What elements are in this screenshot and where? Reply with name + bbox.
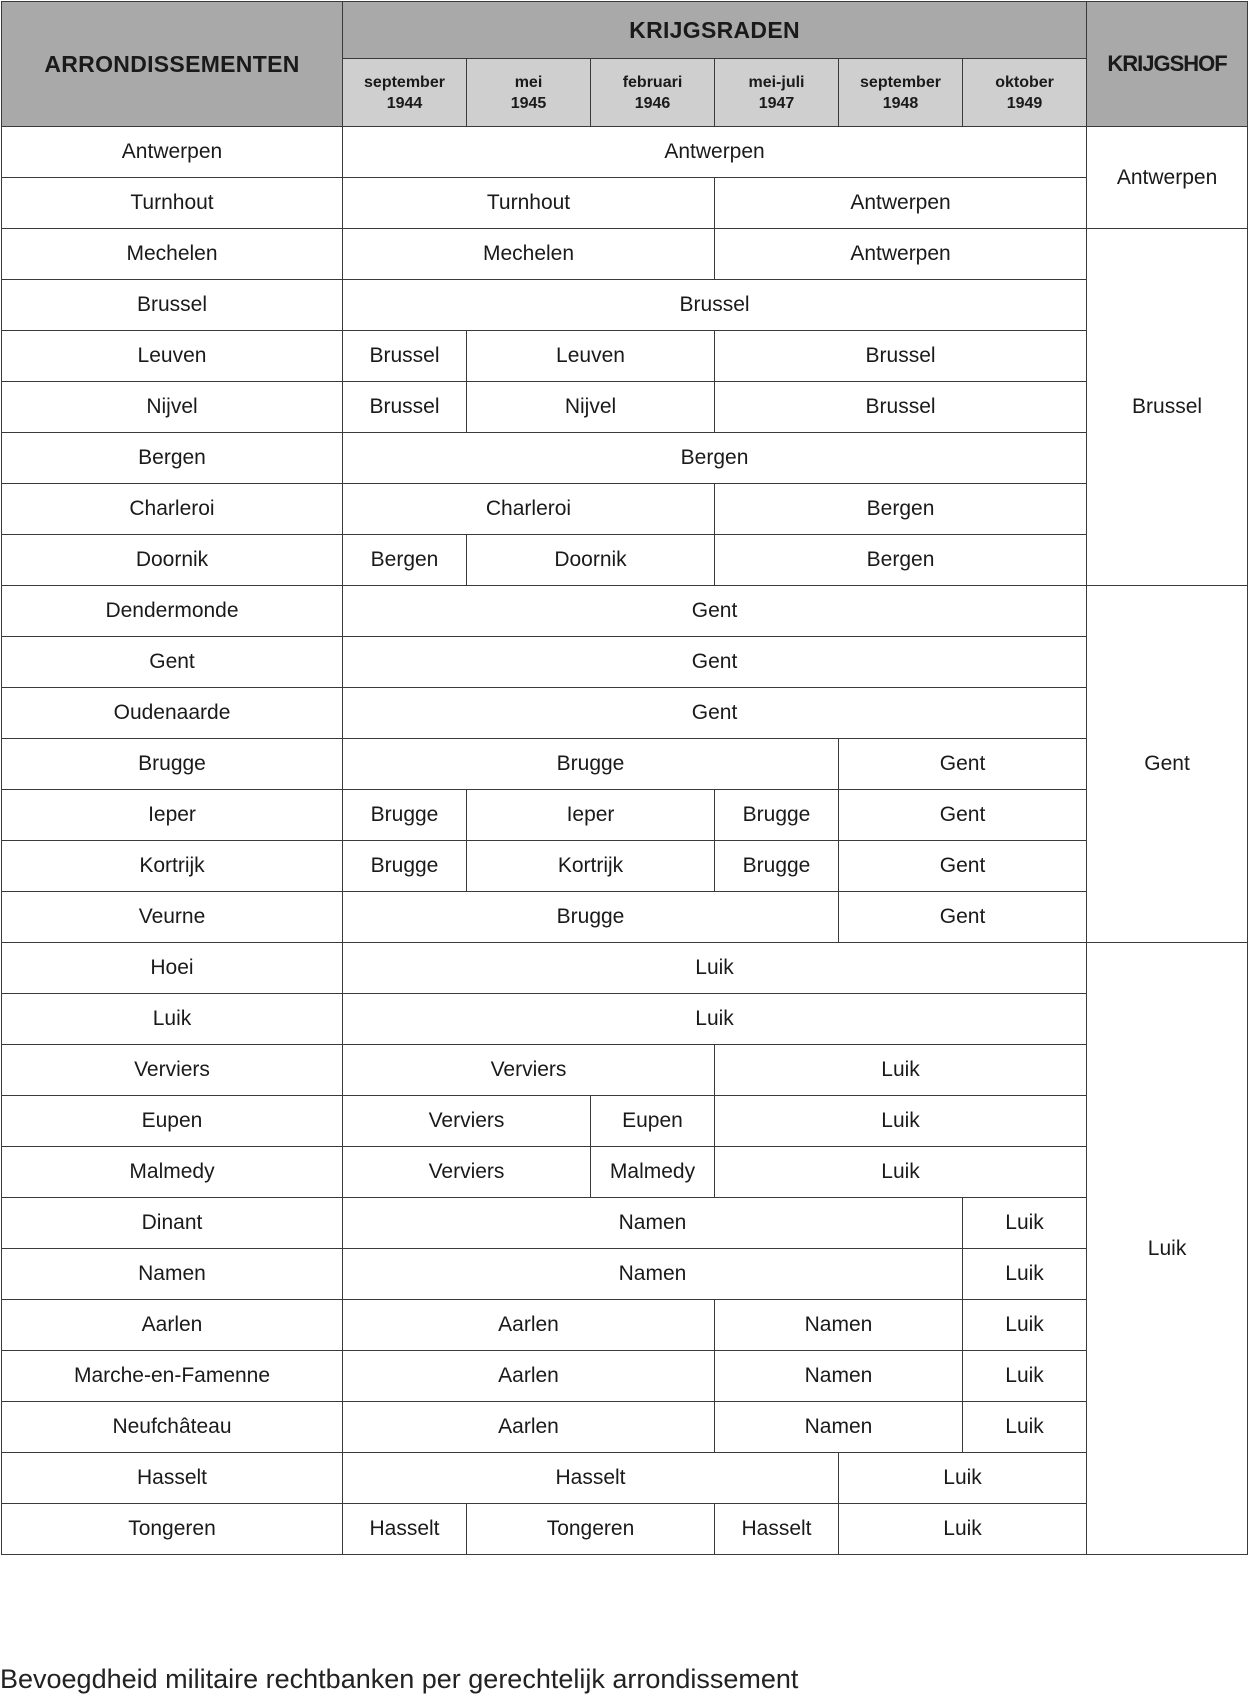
period-label: mei <box>514 73 543 91</box>
krijgsraad-cell: Aarlen <box>343 1402 715 1453</box>
krijgsraad-cell: Brussel <box>343 280 1087 331</box>
table-row <box>2 739 1248 790</box>
krijgsraad-cell: Doornik <box>467 535 715 586</box>
krijgsraad-cell: Bergen <box>715 484 1087 535</box>
table-row <box>2 943 1248 994</box>
header-krijgshof: KRIJGSHOF <box>1087 2 1248 127</box>
period-label: mei-juli <box>748 73 805 91</box>
table-row <box>2 1045 1248 1096</box>
period-header <box>715 59 839 127</box>
table-row <box>2 790 1248 841</box>
table-row <box>2 178 1248 229</box>
krijgsraad-cell: Antwerpen <box>715 178 1087 229</box>
krijgsraad-cell: Brussel <box>343 382 467 433</box>
krijgsraad-cell: Gent <box>343 637 1087 688</box>
krijgsraad-cell: Turnhout <box>343 178 715 229</box>
arrondissement-cell: Brugge <box>2 739 343 790</box>
table-row <box>2 331 1248 382</box>
table-row <box>2 535 1248 586</box>
arrondissement-cell: Brussel <box>2 280 343 331</box>
table-row <box>2 382 1248 433</box>
header-krijgsraden: KRIJGSRADEN <box>343 2 1087 59</box>
arrondissement-cell: Charleroi <box>2 484 343 535</box>
krijgsraad-cell: Namen <box>715 1351 963 1402</box>
krijgsraad-cell: Mechelen <box>343 229 715 280</box>
table-row <box>2 841 1248 892</box>
krijgsraad-cell: Gent <box>343 586 1087 637</box>
table-row <box>2 229 1248 280</box>
arrondissement-cell: Tongeren <box>2 1504 343 1555</box>
arrondissement-cell: Malmedy <box>2 1147 343 1198</box>
table-row <box>2 1351 1248 1402</box>
arrondissement-cell: Veurne <box>2 892 343 943</box>
period-label: oktober <box>995 73 1054 91</box>
period-year: 1945 <box>510 94 547 112</box>
krijgsraad-cell: Bergen <box>343 433 1087 484</box>
krijgsraad-cell: Brugge <box>343 892 839 943</box>
krijgsraad-cell: Verviers <box>343 1147 591 1198</box>
table-row <box>2 1402 1248 1453</box>
period-header <box>839 59 963 127</box>
arrondissement-cell: Doornik <box>2 535 343 586</box>
arrondissement-cell: Neufchâteau <box>2 1402 343 1453</box>
arrondissement-cell: Bergen <box>2 433 343 484</box>
krijgsraad-cell: Luik <box>343 943 1087 994</box>
krijgsraad-cell: Brugge <box>343 790 467 841</box>
period-header <box>467 59 591 127</box>
table-row <box>2 1096 1248 1147</box>
krijgsraad-cell: Luik <box>963 1402 1087 1453</box>
arrondissement-cell: Oudenaarde <box>2 688 343 739</box>
table-row <box>2 1147 1248 1198</box>
table-row <box>2 1504 1248 1555</box>
arrondissement-cell: Kortrijk <box>2 841 343 892</box>
table-row <box>2 127 1248 178</box>
period-year: 1949 <box>1006 94 1043 112</box>
krijgsraad-cell: Gent <box>839 790 1087 841</box>
krijgsraad-cell: Antwerpen <box>343 127 1087 178</box>
table-row <box>2 1198 1248 1249</box>
krijgsraad-cell: Brugge <box>343 841 467 892</box>
period-header <box>963 59 1087 127</box>
arrondissement-cell: Turnhout <box>2 178 343 229</box>
krijgsraad-cell: Bergen <box>715 535 1087 586</box>
period-year: 1948 <box>882 94 919 112</box>
period-label: februari <box>622 73 683 91</box>
arrondissement-cell: Luik <box>2 994 343 1045</box>
krijgsraad-cell: Verviers <box>343 1096 591 1147</box>
krijgsraad-cell: Brugge <box>715 790 839 841</box>
jurisdiction-table <box>1 1 1248 1555</box>
krijgsraad-cell: Luik <box>963 1351 1087 1402</box>
table-row <box>2 586 1248 637</box>
table-row <box>2 1300 1248 1351</box>
period-header <box>343 59 467 127</box>
header-arrondissementen: ARRONDISSEMENTEN <box>2 2 343 127</box>
table-row <box>2 892 1248 943</box>
krijgsraad-cell: Tongeren <box>467 1504 715 1555</box>
krijgsraad-cell: Verviers <box>343 1045 715 1096</box>
krijgsraad-cell: Bergen <box>343 535 467 586</box>
table-row <box>2 433 1248 484</box>
period-year: 1947 <box>758 94 795 112</box>
krijgsraad-cell: Luik <box>963 1249 1087 1300</box>
arrondissement-cell: Aarlen <box>2 1300 343 1351</box>
krijgsraad-cell: Hasselt <box>343 1453 839 1504</box>
period-label: september <box>860 73 941 91</box>
table-row <box>2 688 1248 739</box>
table-row <box>2 994 1248 1045</box>
arrondissement-cell: Nijvel <box>2 382 343 433</box>
arrondissement-cell: Gent <box>2 637 343 688</box>
arrondissement-cell: Antwerpen <box>2 127 343 178</box>
krijgsraad-cell: Charleroi <box>343 484 715 535</box>
arrondissement-cell: Dendermonde <box>2 586 343 637</box>
krijgsraad-cell: Namen <box>343 1249 963 1300</box>
table-row <box>2 280 1248 331</box>
krijgsraad-cell: Hasselt <box>715 1504 839 1555</box>
krijgsraad-cell: Luik <box>715 1147 1087 1198</box>
krijgsraad-cell: Eupen <box>591 1096 715 1147</box>
krijgsraad-cell: Leuven <box>467 331 715 382</box>
table-caption: Bevoegdheid militaire rechtbanken per gerechtelijk arrondissement <box>0 1664 799 1694</box>
krijgsraad-cell: Brussel <box>343 331 467 382</box>
krijgsraad-cell: Luik <box>715 1096 1087 1147</box>
krijgsraad-cell: Luik <box>963 1198 1087 1249</box>
period-year: 1944 <box>386 94 423 112</box>
arrondissement-cell: Ieper <box>2 790 343 841</box>
krijgsraad-cell: Antwerpen <box>715 229 1087 280</box>
arrondissement-cell: Verviers <box>2 1045 343 1096</box>
krijgsraad-cell: Aarlen <box>343 1300 715 1351</box>
krijgsraad-cell: Luik <box>839 1453 1087 1504</box>
krijgsraad-cell: Gent <box>839 892 1087 943</box>
krijgsraad-cell: Aarlen <box>343 1351 715 1402</box>
arrondissement-cell: Marche-en-Famenne <box>2 1351 343 1402</box>
krijgshof-cell: Gent <box>1087 586 1248 943</box>
arrondissement-cell: Hasselt <box>2 1453 343 1504</box>
krijgsraad-cell: Brugge <box>715 841 839 892</box>
krijgsraad-cell: Luik <box>343 994 1087 1045</box>
krijgshof-cell: Brussel <box>1087 229 1248 586</box>
table-row <box>2 484 1248 535</box>
period-header <box>591 59 715 127</box>
arrondissement-cell: Dinant <box>2 1198 343 1249</box>
krijgsraad-cell: Namen <box>343 1198 963 1249</box>
krijgshof-cell: Luik <box>1087 943 1248 1555</box>
krijgsraad-cell: Gent <box>839 739 1087 790</box>
table-header <box>2 2 1248 127</box>
table-body <box>2 127 1248 1555</box>
krijgsraad-cell: Hasselt <box>343 1504 467 1555</box>
krijgsraad-cell: Nijvel <box>467 382 715 433</box>
krijgsraad-cell: Brussel <box>715 382 1087 433</box>
krijgsraad-cell: Gent <box>839 841 1087 892</box>
krijgsraad-cell: Luik <box>963 1300 1087 1351</box>
krijgsraad-cell: Brussel <box>715 331 1087 382</box>
arrondissement-cell: Mechelen <box>2 229 343 280</box>
period-year: 1946 <box>634 94 671 112</box>
krijgsraad-cell: Gent <box>343 688 1087 739</box>
krijgsraad-cell: Luik <box>839 1504 1087 1555</box>
table-row <box>2 1249 1248 1300</box>
period-label: september <box>364 73 445 91</box>
arrondissement-cell: Hoei <box>2 943 343 994</box>
arrondissement-cell: Eupen <box>2 1096 343 1147</box>
krijgsraad-cell: Kortrijk <box>467 841 715 892</box>
table-row <box>2 1453 1248 1504</box>
krijgshof-cell: Antwerpen <box>1087 127 1248 229</box>
arrondissement-cell: Leuven <box>2 331 343 382</box>
krijgsraad-cell: Luik <box>715 1045 1087 1096</box>
krijgsraad-cell: Namen <box>715 1300 963 1351</box>
krijgsraad-cell: Namen <box>715 1402 963 1453</box>
krijgsraad-cell: Malmedy <box>591 1147 715 1198</box>
arrondissement-cell: Namen <box>2 1249 343 1300</box>
krijgsraad-cell: Brugge <box>343 739 839 790</box>
krijgsraad-cell: Ieper <box>467 790 715 841</box>
table-row <box>2 637 1248 688</box>
